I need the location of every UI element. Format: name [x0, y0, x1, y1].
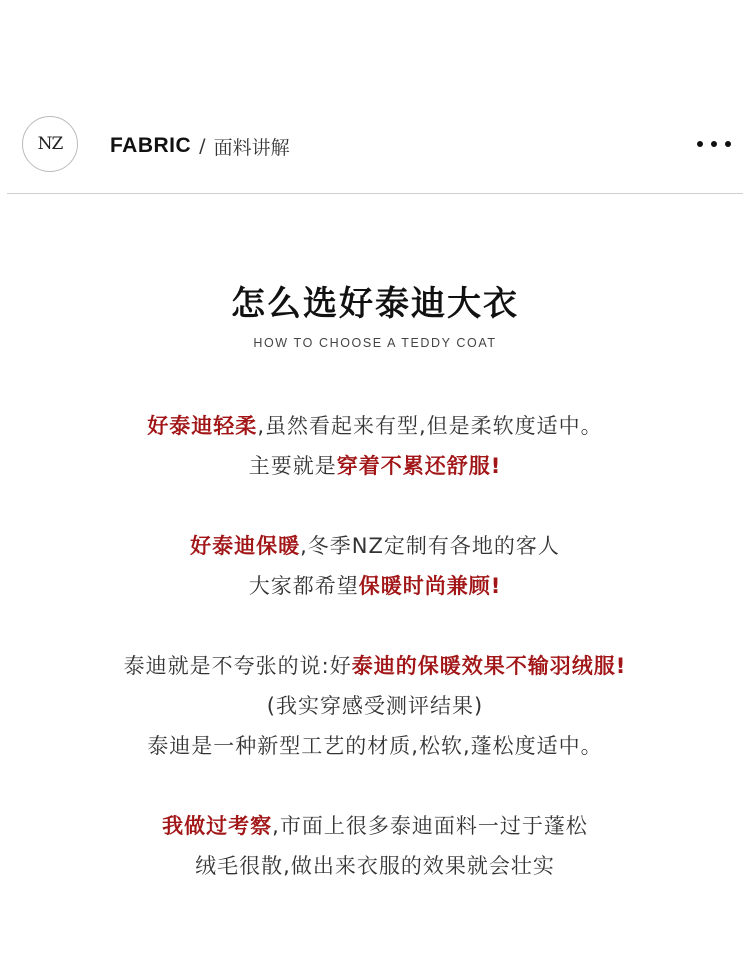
paragraph-4-line-1 — [0, 810, 750, 840]
paragraph-1-line-2 — [0, 450, 750, 480]
body-text: ,冬季NZ定制有各地的客人 — [300, 534, 560, 558]
breadcrumb-subtitle: 面料讲解 — [213, 136, 290, 159]
paragraph-3-line-2: (我实穿感受测评结果) — [266, 694, 484, 718]
paragraph-3-line-3: 泰迪是一种新型工艺的材质,松软,蓬松度适中。 — [147, 734, 603, 758]
paragraph-1-line-1 — [0, 410, 750, 440]
breadcrumb-separator: / — [199, 135, 206, 157]
highlight-text: 好泰迪保暖 — [190, 534, 301, 558]
header-divider — [7, 193, 743, 194]
dot — [697, 141, 703, 147]
highlight-text: 穿着不累还舒服! — [336, 454, 502, 478]
body-text: ,市面上很多泰迪面料一过于蓬松 — [272, 814, 588, 838]
paragraph-3-line-1 — [0, 650, 750, 680]
brand-logo[interactable]: NZ — [22, 116, 78, 172]
more-options-icon[interactable] — [697, 132, 731, 156]
article-header — [0, 0, 750, 194]
body-text: 泰迪就是不夸张的说:好 — [123, 654, 352, 678]
breadcrumb — [110, 131, 290, 161]
paragraph-4-line-2: 绒毛很散,做出来衣服的效果就会壮实 — [195, 854, 555, 878]
body-text: ,虽然看起来有型,但是柔软度适中。 — [257, 414, 603, 438]
highlight-text: 好泰迪轻柔 — [147, 414, 258, 438]
page-title: 怎么选好泰迪大衣 — [231, 284, 519, 324]
paragraph-2-line-2 — [0, 570, 750, 600]
highlight-text: 保暖时尚兼顾! — [358, 574, 502, 598]
highlight-text: 我做过考察 — [162, 814, 273, 838]
dot — [725, 141, 731, 147]
page-subtitle: HOW TO CHOOSE A TEDDY COAT — [253, 336, 497, 350]
breadcrumb-section: FABRIC — [110, 134, 192, 157]
highlight-text: 泰迪的保暖效果不输羽绒服! — [351, 654, 627, 678]
dot — [711, 141, 717, 147]
body-text: 大家都希望 — [248, 574, 359, 598]
body-text: 主要就是 — [248, 454, 337, 478]
paragraph-2-line-1 — [0, 530, 750, 560]
